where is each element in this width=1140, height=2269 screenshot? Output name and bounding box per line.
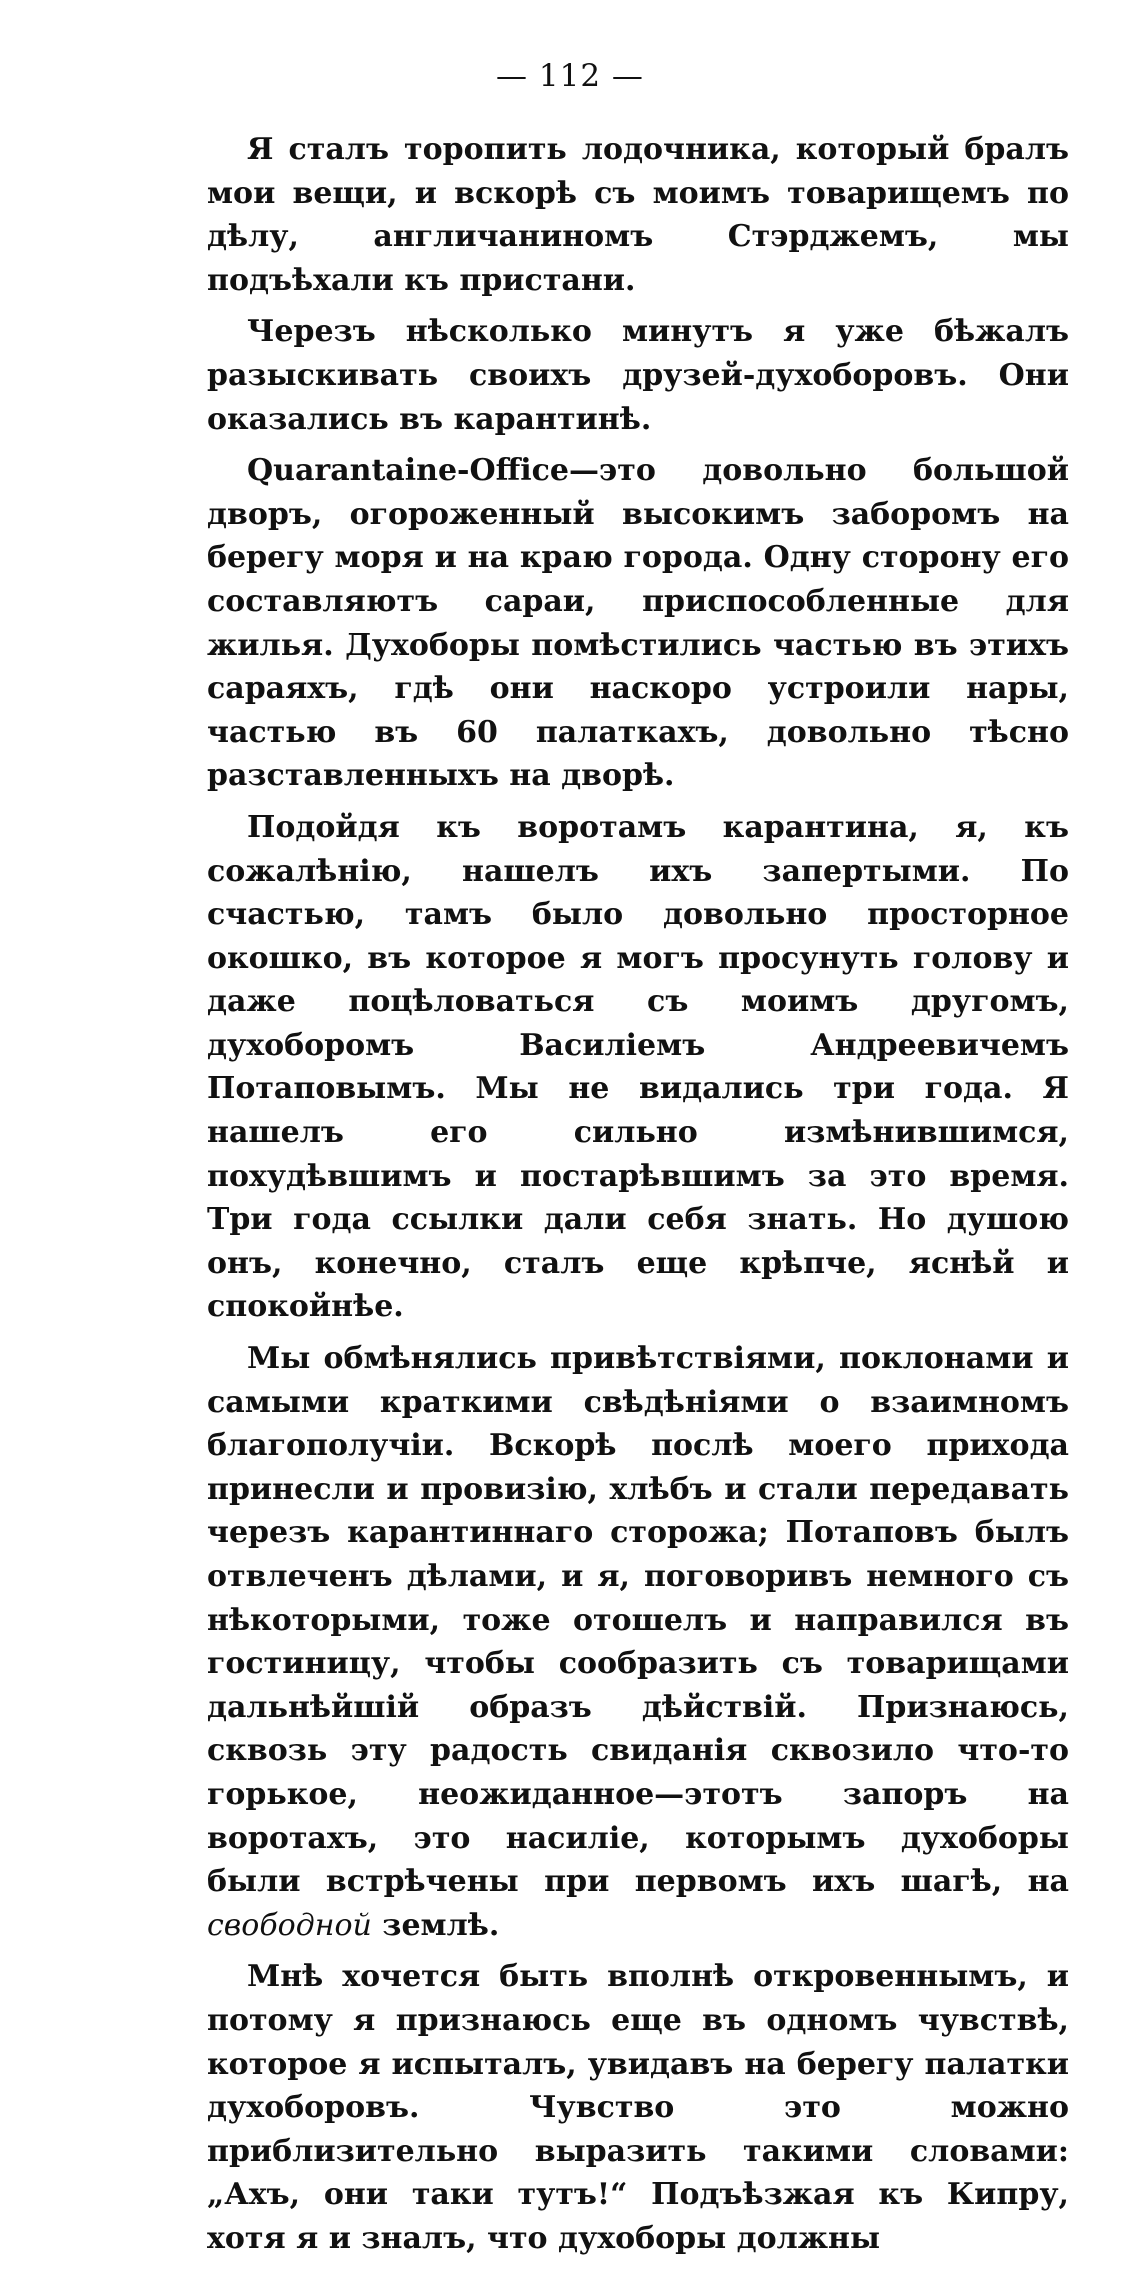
paragraph-2: Черезъ нѣсколько минутъ я уже бѣжалъ разыскивать своихъ друзей-духоборовъ. Они оказались въ карантинѣ. <box>207 314 1069 437</box>
paragraph-3: Quarantaine-Office—это довольно большой дворъ, огороженный высокимъ заборомъ на берегу моря и на краю города. Одну сторону его составляютъ сараи, приспособленные для жилья. Духоборы помѣстились частью въ этихъ сараяхъ, гдѣ они наскоро устроили нары, частью въ 60 палаткахъ, довольно тѣсно разставленныхъ на дворѣ. <box>207 453 1069 794</box>
paragraph-5-text-after: землѣ. <box>371 1907 500 1943</box>
paragraph-5 <box>207 1337 1069 1947</box>
paragraph-1: Я сталъ торопить лодочника, который бралъ мои вещи, и вскорѣ съ моимъ товарищемъ по дѣлу, англичаниномъ Стэрджемъ, мы подъѣхали къ пристани. <box>207 132 1069 298</box>
paragraph-4: Подойдя къ воротамъ карантина, я, къ сожалѣнію, нашелъ ихъ запертыми. По счастью, тамъ было довольно просторное окошко, въ которое я могъ просунуть голову и даже поцѣловаться съ моимъ другомъ, духоборомъ Василіемъ Андреевичемъ Потаповымъ. Мы не видались три года. Я нашелъ его сильно измѣнившимся, похудѣвшимъ и постарѣвшимъ за это время. Три года ссылки дали себя знать. Но душою онъ, конечно, сталъ еще крѣпче, яснѣй и спокойнѣе. <box>207 809 1069 1325</box>
body-text <box>207 128 1069 2269</box>
paragraph-5-emphasis: свободной <box>207 1907 372 1943</box>
paragraph-6: Мнѣ хочется быть вполнѣ откровеннымъ, и потому я признаюсь еще въ одномъ чувствѣ, которое я испыталъ, увидавъ на берегу палатки духоборовъ. Чувство это можно приблизительно выразить такими словами: „Ахъ, они таки тутъ!“ Подъѣзжая къ Кипру, хотя я и зналъ, что духоборы должны <box>207 1959 1069 2256</box>
paragraph-5-text-before: Мы обмѣнялись привѣтствіями, поклонами и самыми краткими свѣдѣніями о взаимномъ благополучіи. Вскорѣ послѣ моего прихода принесли и провизію, хлѣбъ и стали передавать черезъ карантиннаго сторожа; Потаповъ былъ отвлеченъ дѣлами, и я, поговоривъ немного съ нѣкоторыми, тоже отошелъ и направился въ гостиницу, чтобы сообразить съ товарищами дальнѣйшій образъ дѣйствій. Признаюсь, сквозь эту радость свиданія сквозило что-то горькое, неожиданное—этотъ запоръ на воротахъ, это насиліе, которымъ духоборы были встрѣчены при первомъ ихъ шагѣ, на <box>207 1341 1069 1900</box>
page-number: — 112 — <box>496 58 644 94</box>
